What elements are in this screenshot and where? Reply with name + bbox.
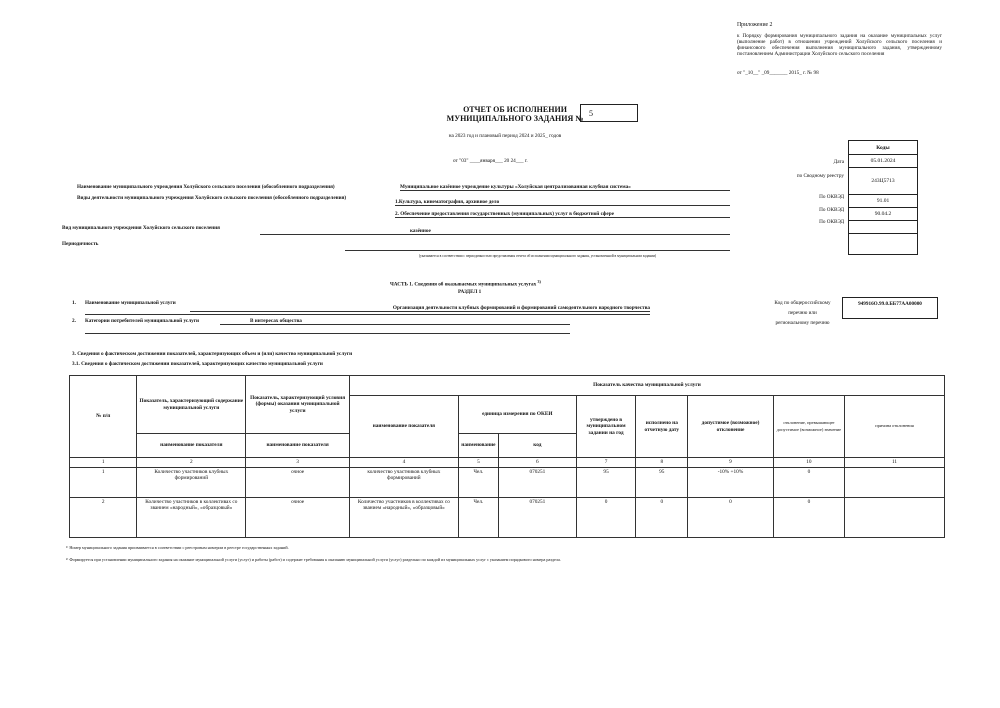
quality-table bbox=[69, 375, 945, 538]
registry-label-2: перечню или bbox=[788, 310, 817, 316]
activity-label: Виды деятельности муниципального учреждения Холуйского сельского поселения (обособленного подразделения) bbox=[77, 195, 347, 201]
col-num: 4 bbox=[349, 458, 458, 468]
codes-header: Коды bbox=[849, 141, 918, 155]
item1-value: Организация деятельности клубных формирований и формирований самодеятельного народного творчества bbox=[190, 305, 650, 312]
section31-title: 3.1. Сведения о фактическом достижении показателей, характеризующих качество муниципальной услуги bbox=[72, 361, 323, 367]
item2-value: В интересах общества bbox=[220, 318, 570, 325]
part-title-text: ЧАСТЬ 1. Сведения об оказываемых муниципальных услугах bbox=[390, 281, 537, 288]
item2-num: 2. bbox=[72, 318, 76, 324]
col-num: 5 bbox=[458, 458, 498, 468]
code-date: 05.01.2024 bbox=[849, 155, 918, 168]
code-okved1: 91.01 bbox=[849, 195, 918, 208]
cell-name: количество участников клубных формирований bbox=[349, 467, 458, 497]
registry-labels bbox=[770, 300, 835, 326]
cell-cond: очное bbox=[246, 467, 350, 497]
periodicity-note: (указывается в соответствии с периодичностью представления отчета об исполнении муниципального задания, установленной в муниципальном задании) bbox=[418, 254, 657, 258]
cell-num: 1 bbox=[70, 467, 137, 497]
report-number-box: 5 bbox=[580, 104, 638, 122]
th-reason: причина отклонения bbox=[845, 396, 945, 458]
th-approved: утверждено в муниципальном задании на год bbox=[576, 396, 636, 458]
code-label-okved1: По ОКВЭД bbox=[819, 194, 844, 200]
appendix-date: от "_10__" _09_______ 2015_ г. № 98 bbox=[737, 70, 819, 76]
th-unit-name: наименование bbox=[458, 434, 498, 458]
cell-cond: очное bbox=[246, 497, 350, 537]
appendix-title: Приложение 2 bbox=[737, 22, 773, 28]
cell-code: 070251 bbox=[499, 497, 577, 537]
cell-deviation: 0 bbox=[773, 467, 844, 497]
col-num: 10 bbox=[773, 458, 844, 468]
table-row bbox=[70, 497, 945, 537]
cell-num: 2 bbox=[70, 497, 137, 537]
code-okved3 bbox=[849, 221, 918, 234]
code-label-date: Дата bbox=[833, 159, 844, 165]
cell-actual: 95 bbox=[636, 467, 688, 497]
th-sub-name-conditions: наименование показателя bbox=[246, 434, 350, 458]
report-title bbox=[440, 105, 590, 123]
col-num: 7 bbox=[576, 458, 636, 468]
codes-table bbox=[848, 140, 918, 255]
periodicity-label: Периодичность bbox=[62, 241, 99, 247]
code-okved2: 90.04.2 bbox=[849, 208, 918, 221]
th-deviation: отклонение, превышающее допустимое (возможное) значение bbox=[773, 396, 844, 458]
code-label-okved2: По ОКВЭД bbox=[819, 207, 844, 213]
footnote-1: ¹⁾ Номер муниципального задания присваивается в соответствии с реестровым номером в реестре государственных заданий. bbox=[66, 545, 289, 550]
report-title-line1: ОТЧЕТ ОБ ИСПОЛНЕНИИ bbox=[463, 105, 567, 114]
col-num: 6 bbox=[499, 458, 577, 468]
cell-approved: 0 bbox=[576, 497, 636, 537]
part-title bbox=[390, 279, 541, 288]
cell-code: 070251 bbox=[499, 467, 577, 497]
item2-line2 bbox=[85, 333, 570, 334]
registry-code-box: 949916О.99.0.ББ77АА00000 bbox=[842, 297, 938, 319]
type-value: казённое bbox=[260, 228, 730, 235]
cell-name: Количество участников в коллективах со званием «народный», «образцовый» bbox=[349, 497, 458, 537]
activity-value1: 1.Культура, кинематография, архивное дело bbox=[395, 199, 730, 206]
item1-num: 1. bbox=[72, 300, 76, 306]
th-actual: исполнено на отчетную дату bbox=[636, 396, 688, 458]
report-period: на 2023 год и плановый период 2024 и 2025_ годов bbox=[448, 133, 562, 139]
th-name: наименование показателя bbox=[349, 396, 458, 458]
th-quality: Показатель качества муниципальной услуги bbox=[349, 376, 944, 396]
cell-allowed: -10% +10% bbox=[688, 467, 774, 497]
cell-deviation: 0 bbox=[773, 497, 844, 537]
th-unit-code: код bbox=[499, 434, 577, 458]
col-num: 3 bbox=[246, 458, 350, 468]
item2-label: Категории потребителей муниципальной услуги bbox=[85, 318, 200, 324]
registry-label-1: Код по общероссийскому bbox=[774, 300, 831, 306]
th-conditions: Показатель, характеризующий условия (формы) оказания муниципальной услуги bbox=[246, 376, 350, 434]
code-label-registry: по Сводному реестру bbox=[796, 173, 844, 179]
th-content: Показатель, характеризующий содержание муниципальной услуги bbox=[137, 376, 246, 434]
type-label: Вид муниципального учреждения Холуйского сельского поселения bbox=[62, 225, 220, 231]
cell-approved: 95 bbox=[576, 467, 636, 497]
code-label-okved3: По ОКВЭД bbox=[819, 219, 844, 225]
footnote-2: ²⁾ Формируется при установлении муниципального задания на оказание муниципальной услуги (услуг) и работы (работ) и содержит требования к оказанию муниципальной услуги (услуг) раздельно по каждой из муниципальных услуг с указанием порядкового номера раздела. bbox=[66, 557, 561, 562]
item1-line2 bbox=[85, 314, 650, 315]
th-unit: единица измерения по ОКЕИ bbox=[458, 396, 576, 434]
section-title: РАЗДЕЛ 1 bbox=[458, 289, 482, 295]
part-title-sup: 3) bbox=[537, 279, 541, 284]
cell-actual: 0 bbox=[636, 497, 688, 537]
code-registry: 243Ц5713 bbox=[849, 168, 918, 195]
cell-reason bbox=[845, 497, 945, 537]
col-num: 9 bbox=[688, 458, 774, 468]
cell-content: Количество участников в коллективах со званием «народный», «образцовый» bbox=[137, 497, 246, 537]
col-num: 8 bbox=[636, 458, 688, 468]
section3-title: 3. Сведения о фактическом достижении показателей, характеризующих объем и (или) качество муниципальной услуги bbox=[72, 351, 353, 357]
th-sub-name-content: наименование показателя bbox=[137, 434, 246, 458]
col-num: 1 bbox=[70, 458, 137, 468]
cell-allowed: 0 bbox=[688, 497, 774, 537]
col-num: 2 bbox=[137, 458, 246, 468]
cell-content: Количество участников клубных формирований bbox=[137, 467, 246, 497]
institution-value: Муниципальное казённое учреждение культуры «Холуйская централизованная клубная система» bbox=[400, 184, 730, 191]
cell-unit: Чел. bbox=[458, 497, 498, 537]
table-row bbox=[70, 467, 945, 497]
cell-unit: Чел. bbox=[458, 467, 498, 497]
institution-label: Наименование муниципального учреждения Холуйского сельского поселения (обособленного подразделения) bbox=[77, 184, 335, 190]
report-title-line2: МУНИЦИПАЛЬНОГО ЗАДАНИЯ № bbox=[446, 114, 584, 123]
th-num: № п/п bbox=[70, 376, 137, 458]
registry-label-3: региональному перечню bbox=[775, 320, 830, 326]
periodicity-line bbox=[345, 250, 730, 251]
cell-reason bbox=[845, 467, 945, 497]
activity-value2: 2. Обеспечение предоставления государственных (муниципальных) услуг в бюджетной сфере bbox=[395, 211, 730, 218]
report-date: от "03" ____января___ 20 24___ г. bbox=[453, 158, 528, 164]
th-allowed: допустимое (возможное) отклонение bbox=[688, 396, 774, 458]
item1-label: Наименование муниципальной услуги bbox=[85, 300, 176, 306]
code-empty bbox=[849, 234, 918, 255]
appendix-text: к Порядку формирования муниципального задания на оказание муниципальных услуг (выполнение работ) в отношении учреждений Холуйского сельского поселения и финансового обеспечения выполнения муниципального задания, утвержденному постановлением Администрации Холуйского сельского поселения bbox=[737, 33, 942, 57]
col-num: 11 bbox=[845, 458, 945, 468]
